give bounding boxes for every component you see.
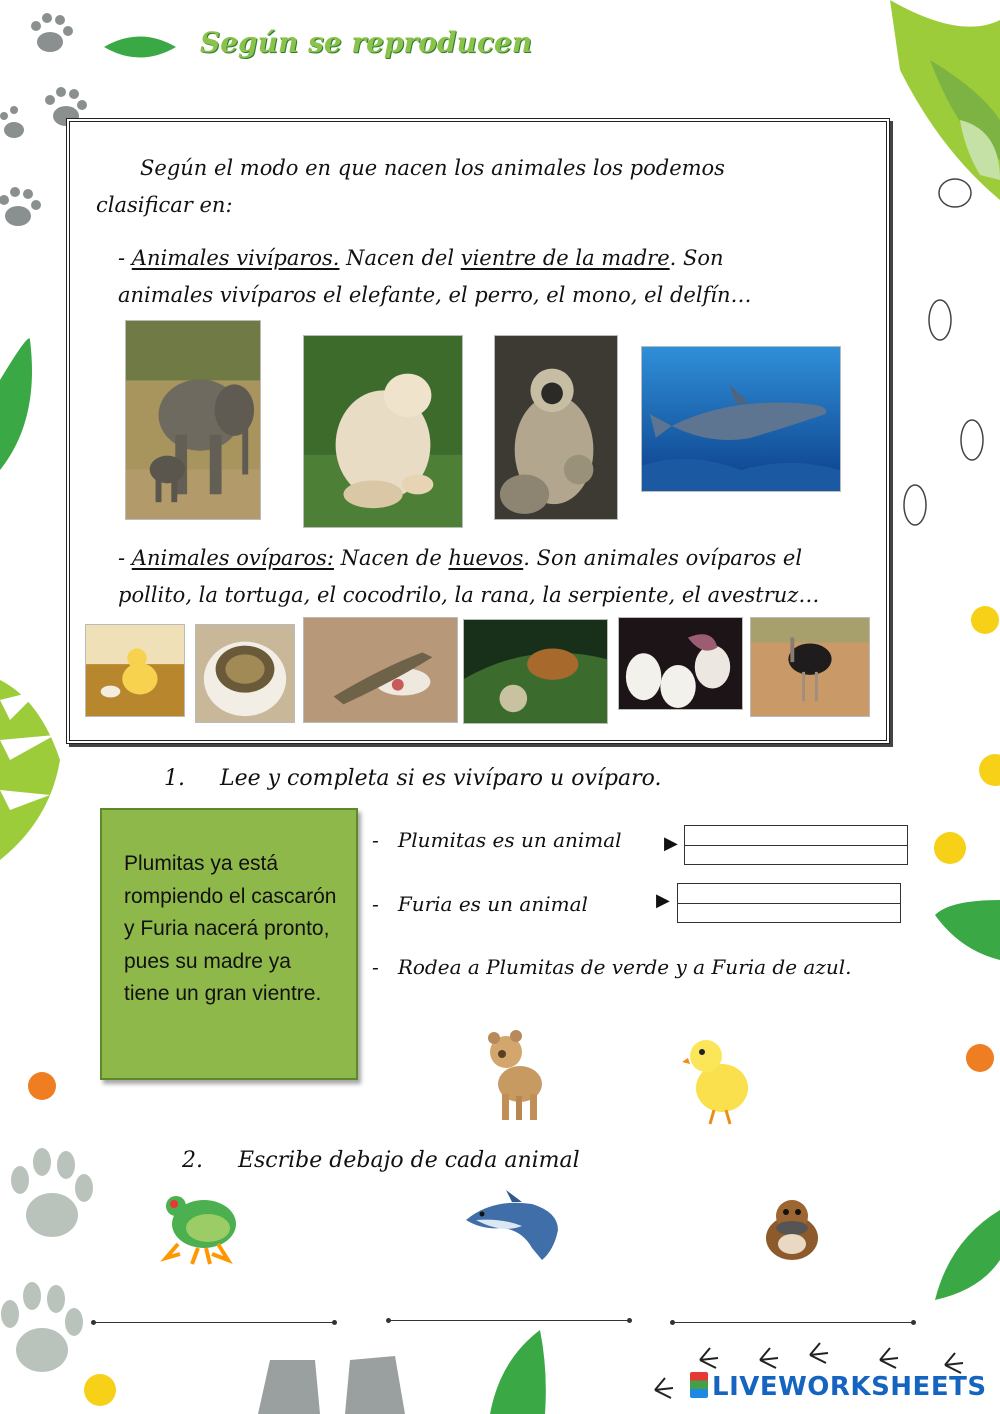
viviparous-definition <box>118 240 818 314</box>
story-text: Plumitas ya está rompiendo el cascarón y Furia nacerá pronto, pues su madre ya tiene un gran vientre. <box>124 852 337 1006</box>
dolphin-photo <box>641 346 841 492</box>
snake-eggs-photo <box>618 617 743 710</box>
dash: - <box>118 246 132 270</box>
leaf-icon <box>0 338 32 470</box>
answer-line-dolphin[interactable] <box>388 1320 630 1321</box>
answer-line-platypus[interactable] <box>672 1322 914 1323</box>
turtle-hatching-photo <box>195 624 295 723</box>
logo-badge-icon <box>690 1372 708 1398</box>
ostrich-photo <box>750 617 870 717</box>
oviparous-term: Animales ovíparos: <box>131 546 334 570</box>
dash: - <box>118 546 132 570</box>
dolphin-image <box>462 1190 568 1266</box>
crocodile-hatching-photo <box>303 617 458 723</box>
dot-icon <box>966 1044 994 1072</box>
viviparous-term-2: vientre de la madre <box>460 246 670 270</box>
leaf-icon <box>490 1330 546 1414</box>
title-leaf-icon <box>102 32 178 62</box>
fern-icon <box>0 680 60 860</box>
instruction-circle: - Rodea a Plumitas de verde y a Furia de azul. <box>372 955 852 979</box>
footprint-icon <box>258 1356 405 1414</box>
answer-line <box>685 845 907 846</box>
monkey-photo <box>494 335 618 520</box>
intro-text <box>96 150 796 224</box>
liveworksheets-logo <box>690 1372 987 1402</box>
platypus-image <box>756 1192 830 1264</box>
leaf-icon <box>935 900 1000 960</box>
chick-image[interactable] <box>680 1030 756 1126</box>
dot-icon <box>934 832 966 864</box>
oviparous-examples: pollito, la tortuga, el cocodrilo, la rana, la serpiente, el avestruz… <box>118 582 820 607</box>
arrow-icon: ▶ <box>656 890 670 911</box>
intro-line-2: clasificar en: <box>96 192 233 217</box>
lion-cub-image[interactable] <box>480 1024 552 1124</box>
exercise-2-heading: 2. Escribe debajo de cada animal <box>182 1148 580 1173</box>
footprint-icon <box>904 179 983 525</box>
viviparous-text-2: . Son <box>669 246 724 270</box>
question-plumitas: - Plumitas es un animal <box>372 828 622 852</box>
answer-box-plumitas[interactable] <box>684 825 908 865</box>
answer-box-furia[interactable] <box>677 883 901 923</box>
oviparous-term-2: huevos <box>448 546 524 570</box>
paw-icon <box>1 1148 93 1372</box>
viviparous-text: Nacen del <box>339 246 461 270</box>
story-box <box>100 808 358 1080</box>
dog-photo <box>303 335 463 528</box>
frog-image <box>158 1188 242 1266</box>
viviparous-term: Animales vivíparos. <box>131 246 340 270</box>
arrow-icon: ▶ <box>664 833 678 854</box>
exercise-1-heading: 1. Lee y completa si es vivíparo u ovíparo. <box>164 766 662 791</box>
viviparous-examples: animales vivíparos el elefante, el perro, el mono, el delfín… <box>118 282 752 307</box>
answer-line <box>678 903 900 904</box>
question-furia: - Furia es un animal <box>372 892 588 916</box>
dot-icon <box>971 606 999 634</box>
page-title: Según se reproducen <box>200 26 533 59</box>
answer-line-frog[interactable] <box>93 1322 335 1323</box>
leaf-icon <box>890 0 1000 200</box>
frog-eggs-photo <box>463 619 608 724</box>
dot-icon <box>84 1374 116 1406</box>
dot-icon <box>979 754 1000 786</box>
dot-icon <box>28 1072 56 1100</box>
chick-photo <box>85 624 185 717</box>
elephant-photo <box>125 320 261 520</box>
oviparous-text-2: . Son animales ovíparos el <box>523 546 803 570</box>
oviparous-definition <box>118 540 878 614</box>
logo-text: LIVEWORKSHEETS <box>712 1372 987 1402</box>
intro-line-1: Según el modo en que nacen los animales los podemos <box>140 156 725 180</box>
oviparous-text: Nacen de <box>333 546 449 570</box>
leaf-icon <box>935 1210 1000 1300</box>
